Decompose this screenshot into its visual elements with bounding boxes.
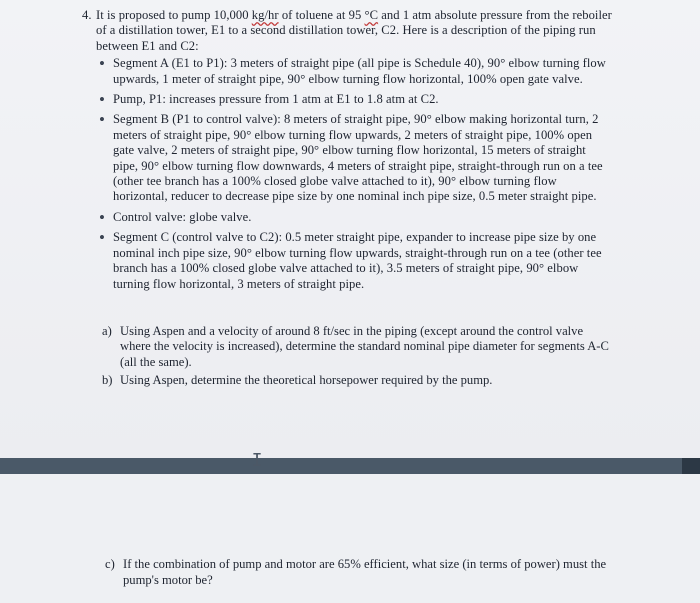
segment-b-item: • Segment B (P1 to control valve): 8 meters of straight pipe, 90° elbow making horizontal turn, 2 meters of straight pipe, 90° elbow turning flow upwards, 2 meters of straight pipe, 100% open gate valve, 2 meters of straight pipe, 90° elbow turning flow horizontal, 15 meters of straight pipe, 90° elbow turning flow downwards, 4 meters of straight pipe, straight-through run on a tee (other tee branch has a 100% closed globe valve attached to it), 90° elbow turning flow horizontal, reducer to decrease pipe size by one nominal inch pipe size, 0.5 meter straight pipe. [113,112,606,204]
problem-block [82,8,622,297]
intro-middle: of toluene at 95 [281,8,362,22]
segment-a-item: • Segment A (E1 to P1): 3 meters of straight pipe (all pipe is Schedule 40), 90° elbow turning flow upwards, 1 meter of straight pipe, 90° elbow turning flow horizontal, 100% open gate valve. [113,56,606,87]
question-b [102,373,612,388]
questions-top [102,324,612,392]
question-c-text: If the combination of pump and motor are 65% efficient, what size (in terms of power) must the pump's motor be? [123,557,607,587]
question-c-label: c) [105,557,115,571]
text-cursor-icon: I [251,450,263,471]
scrollbar-edge [682,458,700,474]
segment-list [82,56,622,292]
problem-intro [96,8,616,54]
window-divider-bar [0,458,700,474]
question-a-label: a) [102,324,112,338]
units-kg-hr: kg/hr [251,8,279,22]
units-deg-c: °C [364,8,379,22]
question-b-label: b) [102,373,113,388]
intro-before-units: It is proposed to pump 10,000 [96,8,249,22]
question-a [102,324,612,370]
intro-after: and 1 atm absolute pressure from the reboiler of a distillation tower, E1 to a second distillation tower, C2. Here is a description of the piping run between E1 and C2: [96,8,612,53]
control-valve-item: • Control valve: globe valve. [113,210,606,225]
pump-item: • Pump, P1: increases pressure from 1 atm at E1 to 1.8 atm at C2. [113,92,606,107]
question-c [105,556,610,588]
segment-c-item: • Segment C (control valve to C2): 0.5 meter straight pipe, expander to increase pipe size by one nominal inch pipe size, 90° elbow turning flow upwards, straight-through run on a tee (other tee branch has a 100% closed globe valve attached to it), 3.5 meters of straight pipe, 90° elbow turning flow horizontal, 3 meters of straight pipe. [113,230,606,292]
question-a-text: Using Aspen and a velocity of around 8 ft/sec in the piping (except around the control valve where the velocity is increased), determine the standard nominal pipe diameter for segments A-C (all the same). [120,324,609,369]
questions-bottom [105,556,610,591]
problem-header [82,8,622,54]
problem-number: 4. [82,8,92,22]
question-b-text: Using Aspen, determine the theoretical horsepower required by the pump. [120,373,493,388]
